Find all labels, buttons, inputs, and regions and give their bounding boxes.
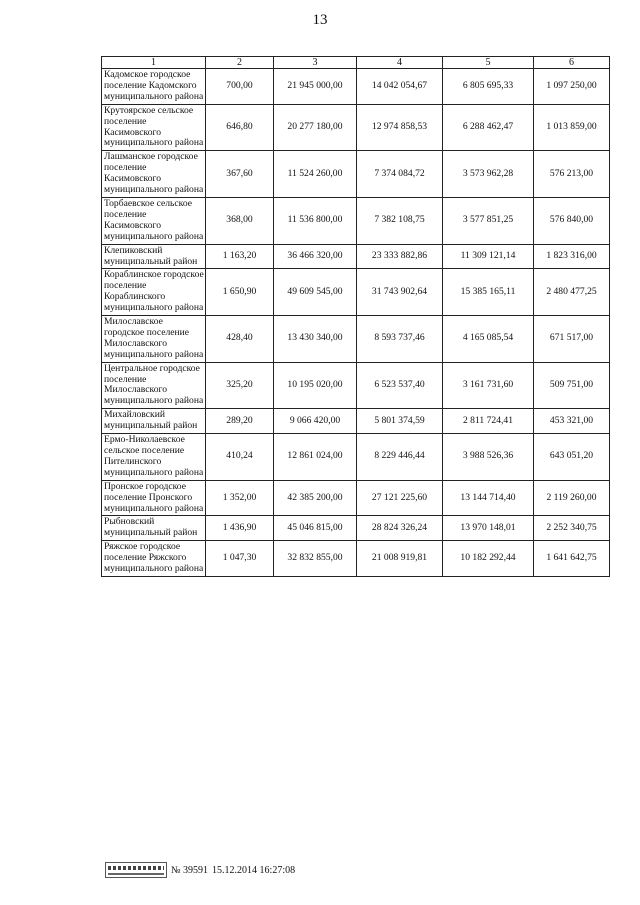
col2-cell: 1 650,90 — [206, 269, 274, 316]
col4-cell: 28 824 326,24 — [357, 516, 443, 541]
row-name-cell: Лашманское городское поселение Касимовского муниципального района — [102, 151, 206, 198]
col5-cell: 3 577 851,25 — [443, 197, 534, 244]
col4-cell: 6 523 537,40 — [357, 362, 443, 409]
col6-cell: 576 840,00 — [534, 197, 610, 244]
table-row — [102, 434, 610, 481]
col6-cell: 453 321,00 — [534, 409, 610, 434]
col6-cell: 643 051,20 — [534, 434, 610, 481]
header-cell: 5 — [443, 57, 534, 69]
document-timestamp: 15.12.2014 16:27:08 — [212, 864, 296, 876]
table-row — [102, 197, 610, 244]
col4-cell: 27 121 225,60 — [357, 480, 443, 516]
col2-cell: 368,00 — [206, 197, 274, 244]
col3-cell: 11 524 260,00 — [274, 151, 357, 198]
col3-cell: 13 430 340,00 — [274, 316, 357, 363]
col4-cell: 7 382 108,75 — [357, 197, 443, 244]
row-name-cell: Пронское городское поселение Пронского муниципального района — [102, 480, 206, 516]
col5-cell: 2 811 724,41 — [443, 409, 534, 434]
col5-cell: 3 573 962,28 — [443, 151, 534, 198]
col5-cell: 3 988 526,36 — [443, 434, 534, 481]
col4-cell: 31 743 902,64 — [357, 269, 443, 316]
col4-cell: 21 008 919,81 — [357, 541, 443, 577]
row-name-cell: Центральное городское поселение Милославского муниципального района — [102, 362, 206, 409]
col2-cell: 325,20 — [206, 362, 274, 409]
table-row — [102, 244, 610, 269]
document-number: № 39591 — [171, 864, 209, 876]
col2-cell: 1 436,90 — [206, 516, 274, 541]
col3-cell: 36 466 320,00 — [274, 244, 357, 269]
col2-cell: 1 352,00 — [206, 480, 274, 516]
row-name-cell: Кораблинское городское поселение Кораблинского муниципального района — [102, 269, 206, 316]
header-cell: 1 — [102, 57, 206, 69]
col5-cell: 4 165 085,54 — [443, 316, 534, 363]
col2-cell: 646,80 — [206, 104, 274, 151]
table-row — [102, 409, 610, 434]
header-cell: 2 — [206, 57, 274, 69]
header-cell: 3 — [274, 57, 357, 69]
row-name-cell: Ряжское городское поселение Ряжского муниципального района — [102, 541, 206, 577]
table-row — [102, 362, 610, 409]
col6-cell: 576 213,00 — [534, 151, 610, 198]
table-row — [102, 516, 610, 541]
col4-cell: 12 974 858,53 — [357, 104, 443, 151]
col5-cell: 13 144 714,40 — [443, 480, 534, 516]
col4-cell: 14 042 054,67 — [357, 69, 443, 105]
col3-cell: 11 536 800,00 — [274, 197, 357, 244]
table-row — [102, 69, 610, 105]
table-row — [102, 480, 610, 516]
document-footer — [105, 862, 295, 878]
col6-cell: 1 097 250,00 — [534, 69, 610, 105]
row-name-cell: Торбаевское сельское поселение Касимовского муниципального района — [102, 197, 206, 244]
col6-cell: 1 823 316,00 — [534, 244, 610, 269]
col4-cell: 23 333 882,86 — [357, 244, 443, 269]
row-name-cell: Милославское городское поселение Милославского муниципального района — [102, 316, 206, 363]
col6-cell: 671 517,00 — [534, 316, 610, 363]
col6-cell: 1 641 642,75 — [534, 541, 610, 577]
row-name-cell: Михайловский муниципальный район — [102, 409, 206, 434]
col6-cell: 1 013 859,00 — [534, 104, 610, 151]
col3-cell: 20 277 180,00 — [274, 104, 357, 151]
col3-cell: 12 861 024,00 — [274, 434, 357, 481]
col6-cell: 2 119 260,00 — [534, 480, 610, 516]
col3-cell: 45 046 815,00 — [274, 516, 357, 541]
row-name-cell: Клепиковский муниципальный район — [102, 244, 206, 269]
col5-cell: 3 161 731,60 — [443, 362, 534, 409]
col6-cell: 509 751,00 — [534, 362, 610, 409]
col3-cell: 9 066 420,00 — [274, 409, 357, 434]
col5-cell: 6 288 462,47 — [443, 104, 534, 151]
document-stamp-icon — [105, 862, 167, 878]
table-row — [102, 316, 610, 363]
col5-cell: 6 805 695,33 — [443, 69, 534, 105]
col5-cell: 11 309 121,14 — [443, 244, 534, 269]
header-row — [102, 57, 610, 69]
row-name-cell: Кадомское городское поселение Кадомского муниципального района — [102, 69, 206, 105]
row-name-cell: Крутоярское сельское поселение Касимовского муниципального района — [102, 104, 206, 151]
col4-cell: 5 801 374,59 — [357, 409, 443, 434]
row-name-cell: Рыбновский муниципальный район — [102, 516, 206, 541]
col4-cell: 8 593 737,46 — [357, 316, 443, 363]
col5-cell: 13 970 148,01 — [443, 516, 534, 541]
col2-cell: 289,20 — [206, 409, 274, 434]
col3-cell: 32 832 855,00 — [274, 541, 357, 577]
col6-cell: 2 252 340,75 — [534, 516, 610, 541]
col3-cell: 42 385 200,00 — [274, 480, 357, 516]
table-row — [102, 541, 610, 577]
header-cell: 4 — [357, 57, 443, 69]
col3-cell: 21 945 000,00 — [274, 69, 357, 105]
table-row — [102, 151, 610, 198]
table-row — [102, 269, 610, 316]
page-number: 13 — [312, 12, 328, 28]
col2-cell: 700,00 — [206, 69, 274, 105]
col2-cell: 1 163,20 — [206, 244, 274, 269]
col3-cell: 49 609 545,00 — [274, 269, 357, 316]
col4-cell: 7 374 084,72 — [357, 151, 443, 198]
col4-cell: 8 229 446,44 — [357, 434, 443, 481]
col5-cell: 15 385 165,11 — [443, 269, 534, 316]
table-row — [102, 104, 610, 151]
col3-cell: 10 195 020,00 — [274, 362, 357, 409]
col6-cell: 2 480 477,25 — [534, 269, 610, 316]
row-name-cell: Ермо-Николаевское сельское поселение Пителинского муниципального района — [102, 434, 206, 481]
col2-cell: 367,60 — [206, 151, 274, 198]
col2-cell: 410,24 — [206, 434, 274, 481]
header-cell: 6 — [534, 57, 610, 69]
col5-cell: 10 182 292,44 — [443, 541, 534, 577]
data-table — [101, 56, 610, 577]
col2-cell: 1 047,30 — [206, 541, 274, 577]
col2-cell: 428,40 — [206, 316, 274, 363]
